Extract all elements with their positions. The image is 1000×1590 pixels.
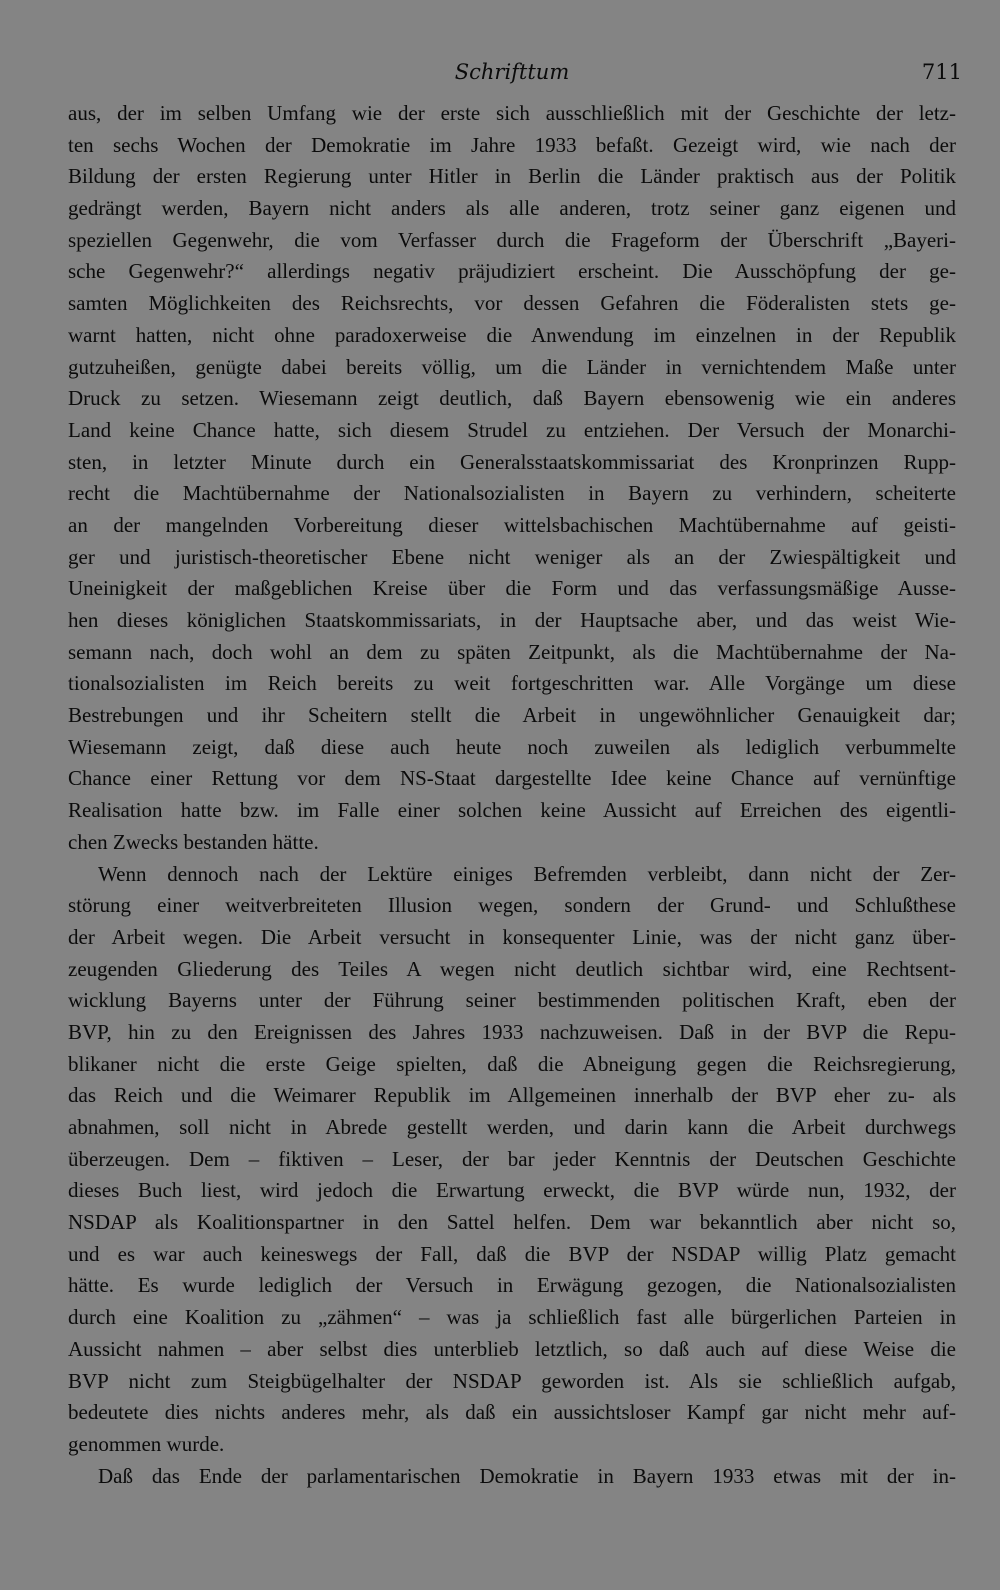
text-line: abnahmen, soll nicht in Abrede gestellt werden, und darin kann die Arbeit durchwegs xyxy=(68,1115,956,1139)
text-line: Uneinigkeit der maßgeblichen Kreise über die Form und das verfassungsmäßige Ausse- xyxy=(68,576,956,601)
text-line: ten sechs Wochen der Demokratie im Jahre 1933 befaßt. Gezeigt wird, wie nach der xyxy=(68,132,956,157)
text-line: wicklung Bayerns unter der Führung seiner bestimmenden politischen Kraft, eben der xyxy=(68,988,956,1013)
text-line: ger und juristisch-theoretischer Ebene nicht weniger als an der Zwiespältigkeit und xyxy=(68,544,956,569)
text-line: bedeutete dies nichts anderes mehr, als daß ein aussichtsloser Kampf gar nicht mehr auf- xyxy=(68,1400,956,1425)
running-title: Schrifttum xyxy=(454,60,570,84)
text-line: Aussicht nahmen – aber selbst dies unterblieb letztlich, so daß auch auf diese Weise die xyxy=(68,1336,956,1361)
running-head xyxy=(68,50,962,98)
text-line: blikaner nicht die erste Geige spielten, daß die Abneigung gegen die Reichsregierung, xyxy=(68,1051,956,1076)
text-line: samten Möglichkeiten des Reichsrechts, vor dessen Gefahren die Föderalisten stets ge- xyxy=(68,291,956,316)
text-line: hen dieses königlichen Staatskommissariats, in der Hauptsache aber, und das weist Wie- xyxy=(68,608,956,632)
text-line: genommen wurde. xyxy=(68,1431,225,1456)
text-line: warnt hatten, nicht ohne paradoxerweise die Anwendung im einzelnen in der Republik xyxy=(68,322,956,347)
text-line: Wiesemann zeigt, daß diese auch heute noch zuweilen als lediglich verbummelte xyxy=(68,734,956,759)
text-line: zeugenden Gliederung des Teiles A wegen nicht deutlich sichtbar wird, eine Rechtsent- xyxy=(68,956,956,981)
text-line: Bildung der ersten Regierung unter Hitler in Berlin die Länder praktisch aus der Politik xyxy=(68,164,956,189)
text-line: chen Zwecks bestanden hätte. xyxy=(68,829,319,854)
text-line: tionalsozialisten im Reich bereits zu weit fortgeschritten war. Alle Vorgänge um diese xyxy=(68,671,956,696)
text-line: Wenn dennoch nach der Lektüre einiges Befremden verbleibt, dann nicht der Zer- xyxy=(98,861,956,886)
text-line: aus, der im selben Umfang wie der erste sich ausschließlich mit der Geschichte der letz- xyxy=(68,101,956,125)
text-line: überzeugen. Dem – fiktiven – Leser, der bar jeder Kenntnis der Deutschen Geschichte xyxy=(68,1146,956,1171)
text-line: gutzuheißen, genügte dabei bereits völlig, um die Länder in vernichtendem Maße unter xyxy=(68,354,956,379)
text-line: NSDAP als Koalitionspartner in den Sattel helfen. Dem war bekanntlich aber nicht so, xyxy=(68,1210,956,1235)
book-page xyxy=(68,50,962,1565)
text-line: BVP nicht zum Steigbügelhalter der NSDAP geworden ist. Als sie schließlich aufgab, xyxy=(68,1368,956,1393)
text-line: der Arbeit wegen. Die Arbeit versucht in konsequenter Linie, was der nicht ganz über- xyxy=(68,924,956,949)
text-line: dieses Buch liest, wird jedoch die Erwartung erweckt, die BVP würde nun, 1932, der xyxy=(68,1178,956,1203)
text-line: Realisation hatte bzw. im Falle einer solchen keine Aussicht auf Erreichen des eigentli- xyxy=(68,798,956,823)
text-line: gedrängt werden, Bayern nicht anders als alle anderen, trotz seiner ganz eigenen und xyxy=(68,196,956,221)
text-line: Druck zu setzen. Wiesemann zeigt deutlich, daß Bayern ebensowenig wie ein anderes xyxy=(68,386,956,411)
text-line: sten, in letzter Minute durch ein Generalsstaatskommissariat des Kronprinzen Rupp- xyxy=(68,449,956,474)
text-line: hätte. Es wurde lediglich der Versuch in Erwägung gezogen, die Nationalsozialisten xyxy=(68,1273,956,1298)
text-line: Land keine Chance hatte, sich diesem Strudel zu entziehen. Der Versuch der Monarchi- xyxy=(68,417,956,442)
text-line: störung einer weitverbreiteten Illusion wegen, sondern der Grund- und Schlußthese xyxy=(68,893,956,918)
body-text xyxy=(68,98,956,1492)
text-line: recht die Machtübernahme der Nationalsozialisten in Bayern zu verhindern, scheiterte xyxy=(68,481,956,506)
text-line: Daß das Ende der parlamentarischen Demokratie in Bayern 1933 etwas mit der in- xyxy=(98,1463,956,1488)
text-line: durch eine Koalition zu „zähmen“ – was ja schließlich fast alle bürgerlichen Parteien in xyxy=(68,1305,956,1330)
text-line: Bestrebungen und ihr Scheitern stellt die Arbeit in ungewöhnlicher Genauigkeit dar; xyxy=(68,703,956,728)
text-line: das Reich und die Weimarer Republik im Allgemeinen innerhalb der BVP eher zu- als xyxy=(68,1083,956,1108)
text-line: sche Gegenwehr?“ allerdings negativ präjudiziert erscheint. Die Ausschöpfung der ge- xyxy=(68,259,956,284)
text-line: BVP, hin zu den Ereignissen des Jahres 1933 nachzuweisen. Daß in der BVP die Repu- xyxy=(68,1019,956,1044)
text-line: und es war auch keineswegs der Fall, daß die BVP der NSDAP willig Platz gemacht xyxy=(68,1241,956,1266)
text-line: Chance einer Rettung vor dem NS-Staat dargestellte Idee keine Chance auf vernünftige xyxy=(68,766,956,791)
text-line: an der mangelnden Vorbereitung dieser wittelsbachischen Machtübernahme auf geisti- xyxy=(68,512,956,537)
text-line: speziellen Gegenwehr, die vom Verfasser durch die Frageform der Überschrift „Bayeri- xyxy=(68,227,956,252)
text-line: semann nach, doch wohl an dem zu späten Zeitpunkt, als die Machtübernahme der Na- xyxy=(68,639,956,664)
page-number: 711 xyxy=(921,60,962,84)
